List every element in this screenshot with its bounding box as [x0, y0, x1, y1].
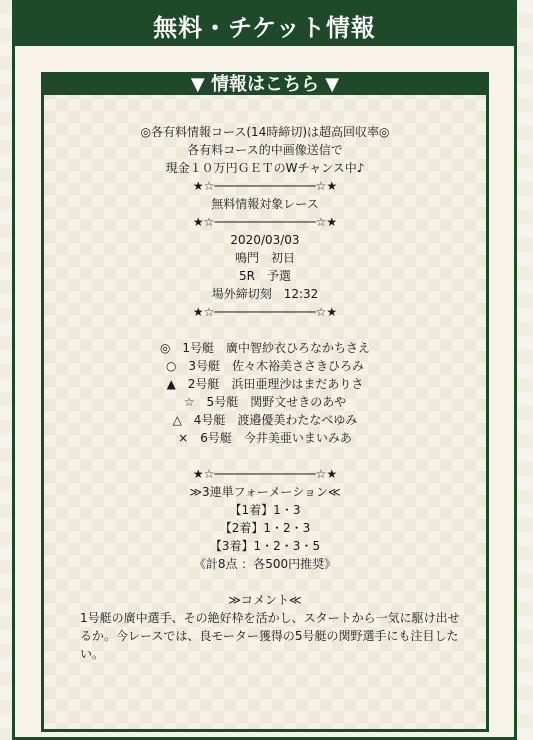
blank-line — [44, 573, 486, 591]
prediction-row: ○ 3号艇 佐々木裕美ささきひろみ — [165, 359, 365, 373]
formation-first: 【1着】1・3 — [229, 503, 301, 517]
race-label: 無料情報対象レース — [211, 197, 319, 211]
blank-line — [44, 447, 486, 465]
promo-line: 現金１０万円ＧＥＴのWチャンス中♪ — [165, 161, 365, 175]
info-box-content — [44, 95, 486, 663]
info-box — [41, 72, 489, 732]
star-divider: ★☆──────────────☆★ — [192, 305, 338, 319]
race-date: 2020/03/03 — [230, 233, 300, 247]
race-number: 5R 予選 — [239, 269, 291, 283]
section-title: 無料・チケット情報 — [15, 0, 514, 46]
prediction-row: ☆ 5号艇 関野文せきのあや — [183, 395, 347, 409]
prediction-row: △ 4号艇 渡邉優美わたなべゆみ — [172, 413, 358, 427]
star-divider: ★☆──────────────☆★ — [192, 179, 338, 193]
formation-third: 【3着】1・2・3・5 — [209, 539, 321, 553]
promo-line: ◎各有料情報コース(14時締切)は超高回収率◎ — [140, 125, 390, 139]
comment-text: 1号艇の廣中選手、その絶好枠を活かし、スタートから一気に駆け出せるか。今レースでは、良モーター獲得の5号艇の関野選手にも注目したい。 — [80, 611, 460, 661]
formation-title: ≫3連単フォーメーション≪ — [189, 485, 341, 499]
promo-line: 各有料コース的中画像送信で — [187, 143, 343, 157]
comment-title: ≫コメント≪ — [228, 593, 302, 607]
star-divider: ★☆──────────────☆★ — [192, 215, 338, 229]
race-venue: 鳴門 初日 — [234, 251, 295, 265]
free-ticket-panel — [12, 0, 517, 740]
race-deadline: 場外締切刻 12:32 — [211, 287, 319, 301]
prediction-row: ◎ 1号艇 廣中智紗衣ひろなかちさえ — [159, 341, 371, 355]
blank-line — [44, 321, 486, 339]
formation-total: 《計8点 ：各500円推奨》 — [193, 557, 337, 571]
prediction-row: × 6号艇 今井美亜いまいみあ — [178, 431, 352, 445]
info-box-header: ▼ 情報はこちら ▼ — [44, 75, 486, 95]
prediction-row: ▲ 2号艇 浜田亜理沙はまだありさ — [166, 377, 364, 391]
formation-second: 【2着】1・2・3 — [219, 521, 311, 535]
star-divider: ★☆──────────────☆★ — [192, 467, 338, 481]
